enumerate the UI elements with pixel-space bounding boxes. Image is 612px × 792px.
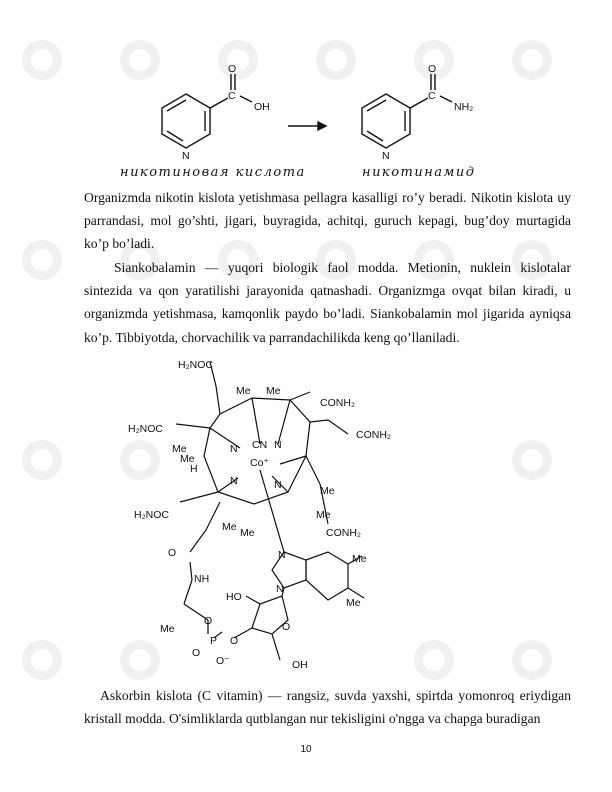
label-me-1: Me xyxy=(236,385,251,397)
label-o-carbonyl: O xyxy=(168,547,177,559)
label-nh: NH xyxy=(194,573,210,585)
label-n-6: N xyxy=(276,583,284,595)
label-me-10: Me xyxy=(346,597,361,609)
paragraph-cyanocobalamin: Siankobalamin — yuqori biologik faol modda. Metionin, nuklein kislotalar sintezida va qon yaratilishi jarayonida qatnashadi. Organizmga ovqat bilan kiradi, u organizmda yetishmasa, kamqonlik paydo bo’ladi. Siankobalamin mol jigarida ayniqsa ko’p. Tibbiyotda, chorvachilik va parrandachilikda keng qo’llaniladi. xyxy=(84,260,571,345)
pyridine-ring-right xyxy=(362,94,410,148)
label-o-bridge: O xyxy=(230,635,239,647)
left-c-label: C xyxy=(228,90,236,102)
label-me-8: Me xyxy=(240,527,255,539)
right-c-label: C xyxy=(428,90,436,102)
label-n-1: N xyxy=(230,443,238,455)
left-oh-label: OH xyxy=(254,101,270,113)
right-n-label: N xyxy=(382,150,390,162)
label-n-2: N xyxy=(274,439,282,451)
label-o-ring: O xyxy=(282,621,291,633)
label-p: P xyxy=(210,635,218,647)
label-conh2-2: CONH₂ xyxy=(356,429,391,441)
label-o-ester: O xyxy=(204,615,213,627)
label-me-3: Me xyxy=(172,443,187,455)
label-h2noc-left: H₂NOC xyxy=(128,423,163,435)
caption-nicotinic-acid: никотиновая кислота xyxy=(120,165,306,180)
label-ho: HO xyxy=(226,591,242,603)
right-nh2-label: NH₂ xyxy=(454,101,474,113)
label-o-double: O xyxy=(192,647,201,659)
right-o-label: O xyxy=(428,63,437,75)
paragraph-ascorbic-acid: Askorbin kislota (C vitamin) — rangsiz, suvda yaxshi, spirtda yomonroq eriydigan kristall modda. O'simliklarda qutblangan nur tekisligini o'ngga va chapga buradigan xyxy=(84,688,571,727)
label-o-minus: O⁻ xyxy=(216,655,230,667)
label-me-9: Me xyxy=(352,553,367,565)
label-n-4: N xyxy=(274,479,282,491)
left-o-label: O xyxy=(228,63,237,75)
label-h: H xyxy=(190,463,198,475)
cyanocobalamin-structure xyxy=(120,352,420,672)
label-n-3: N xyxy=(230,475,238,487)
caption-nicotinamide: никотинамид xyxy=(362,165,476,180)
label-me-5: Me xyxy=(320,485,335,497)
label-oh: OH xyxy=(292,659,308,671)
page-number: 10 xyxy=(300,744,312,755)
label-me-4: Me xyxy=(180,453,195,465)
label-cn: CN xyxy=(252,439,268,451)
label-conh2-3: CONH₂ xyxy=(326,527,361,539)
label-h2noc-bottom: H₂NOC xyxy=(134,509,169,521)
label-cobalt: Co⁺ xyxy=(250,457,269,469)
label-me-7: Me xyxy=(222,521,237,533)
label-me-2: Me xyxy=(266,385,281,397)
pyridine-ring-left xyxy=(162,94,210,148)
paragraph-nicotinic-acid: Organizmda nikotin kislota yetishmasa pellagra kasalligi ro’y beradi. Nikotin kislota uy parrandasi, mol go’shti, jigari, buyragida, achitqi, guruch kepagi, bug’doy murtagida ko’p bo’ladi. xyxy=(84,190,571,252)
label-conh2-1: CONH₂ xyxy=(320,397,355,409)
left-n-label: N xyxy=(182,150,190,162)
label-n-5: N xyxy=(278,549,286,561)
label-h2noc-top: H₂NOC xyxy=(178,359,213,371)
label-me-6: Me xyxy=(316,509,331,521)
label-me-11: Me xyxy=(160,623,175,635)
reaction-scheme xyxy=(100,58,520,182)
